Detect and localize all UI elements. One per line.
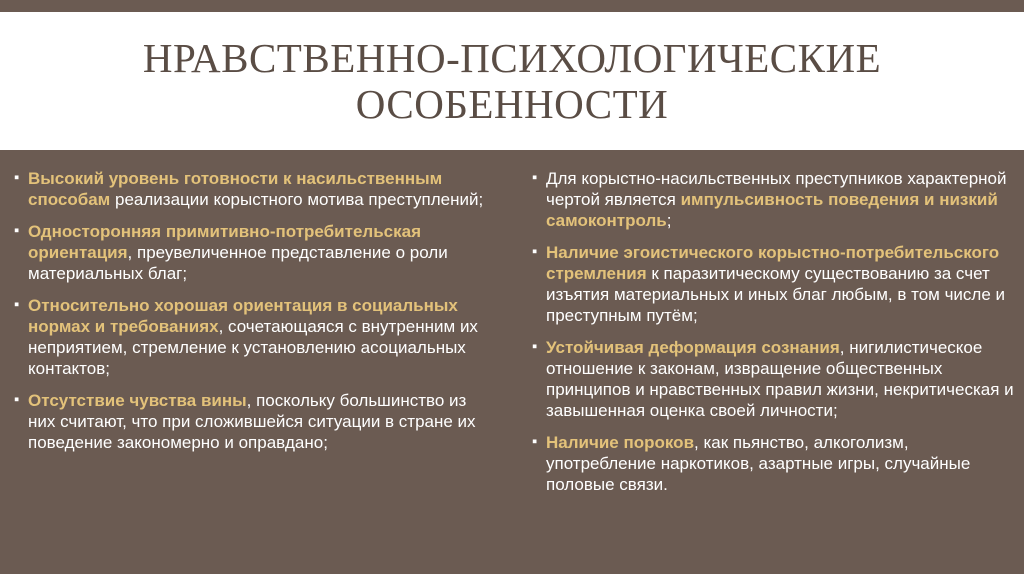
body-text: , нигилистическое отношение к законам, извращение общественных принципов и нравственных правил жизни, некритическая и завышенная оценка своей личности; [546,338,1014,420]
highlight-text: Наличие эгоистического корыстно-потребительского стремления [546,243,1000,283]
highlight-text: Наличие пороков [546,433,695,452]
slide-title [112,35,912,127]
body-text: , поскольку большинство из них считают, что при сложившейся ситуации в стране их поведение закономерно и оправдано; [28,391,476,452]
body-text: к паразитическому существованию за счет изъятия материальных и иных благ любым, в том числе и преступным путём; [546,264,1006,325]
list-item-text [546,242,1017,326]
highlight-text: Высокий уровень готовности к насильственным способам [28,169,443,209]
body-text: реализации корыстного мотива преступлений; [110,190,484,209]
bullet-icon: ▪ [532,243,538,260]
highlight-text: Относительно хорошая ориентация в социальных нормах и требованиях [28,296,458,336]
list-item-text [28,168,492,210]
right-column [532,168,1017,506]
list-item [532,168,1017,231]
body-text: , преувеличенное представление о роли материальных благ; [28,243,448,283]
highlight-text: Отсутствие чувства вины [28,391,247,410]
bullet-icon: ▪ [14,391,20,408]
highlight-text: Устойчивая деформация сознания [546,338,840,357]
bullet-icon: ▪ [532,433,538,450]
list-item [14,221,492,284]
bullet-icon: ▪ [532,169,538,186]
list-item [532,432,1017,495]
list-item-text [546,432,1017,495]
bullet-icon: ▪ [532,338,538,355]
list-item-text [546,337,1017,421]
highlight-text: Односторонняя примитивно-потребительская ориентация [28,222,421,262]
list-item [14,168,492,210]
bullet-icon: ▪ [14,169,20,186]
highlight-text: импульсивность поведения и низкий самоконтроль [546,190,998,230]
left-bullet-list [14,168,492,453]
title-band [0,12,1024,150]
list-item-text [28,295,492,379]
list-item-text [28,390,492,453]
title-line-2: ОСОБЕННОСТИ [355,81,669,127]
list-item-text [546,168,1017,231]
left-column [14,168,492,464]
body-text: ; [666,211,672,230]
list-item [532,242,1017,326]
body-text: , сочетающаяся с внутренним их неприятием, стремление к установлению асоциальных контактов; [28,317,478,378]
bullet-icon: ▪ [14,296,20,313]
bullet-icon: ▪ [14,222,20,239]
list-item [14,390,492,453]
list-item-text [28,221,492,284]
title-line-1: НРАВСТВЕННО-ПСИХОЛОГИЧЕСКИЕ [142,35,882,81]
body-text: Для корыстно-насильственных преступников характерной чертой является [546,169,1007,209]
list-item [532,337,1017,421]
top-strip [0,0,1024,12]
right-bullet-list [532,168,1017,495]
body-text: , как пьянство, алкоголизм, употребление наркотиков, азартные игры, случайные половые связи. [546,433,971,494]
list-item [14,295,492,379]
